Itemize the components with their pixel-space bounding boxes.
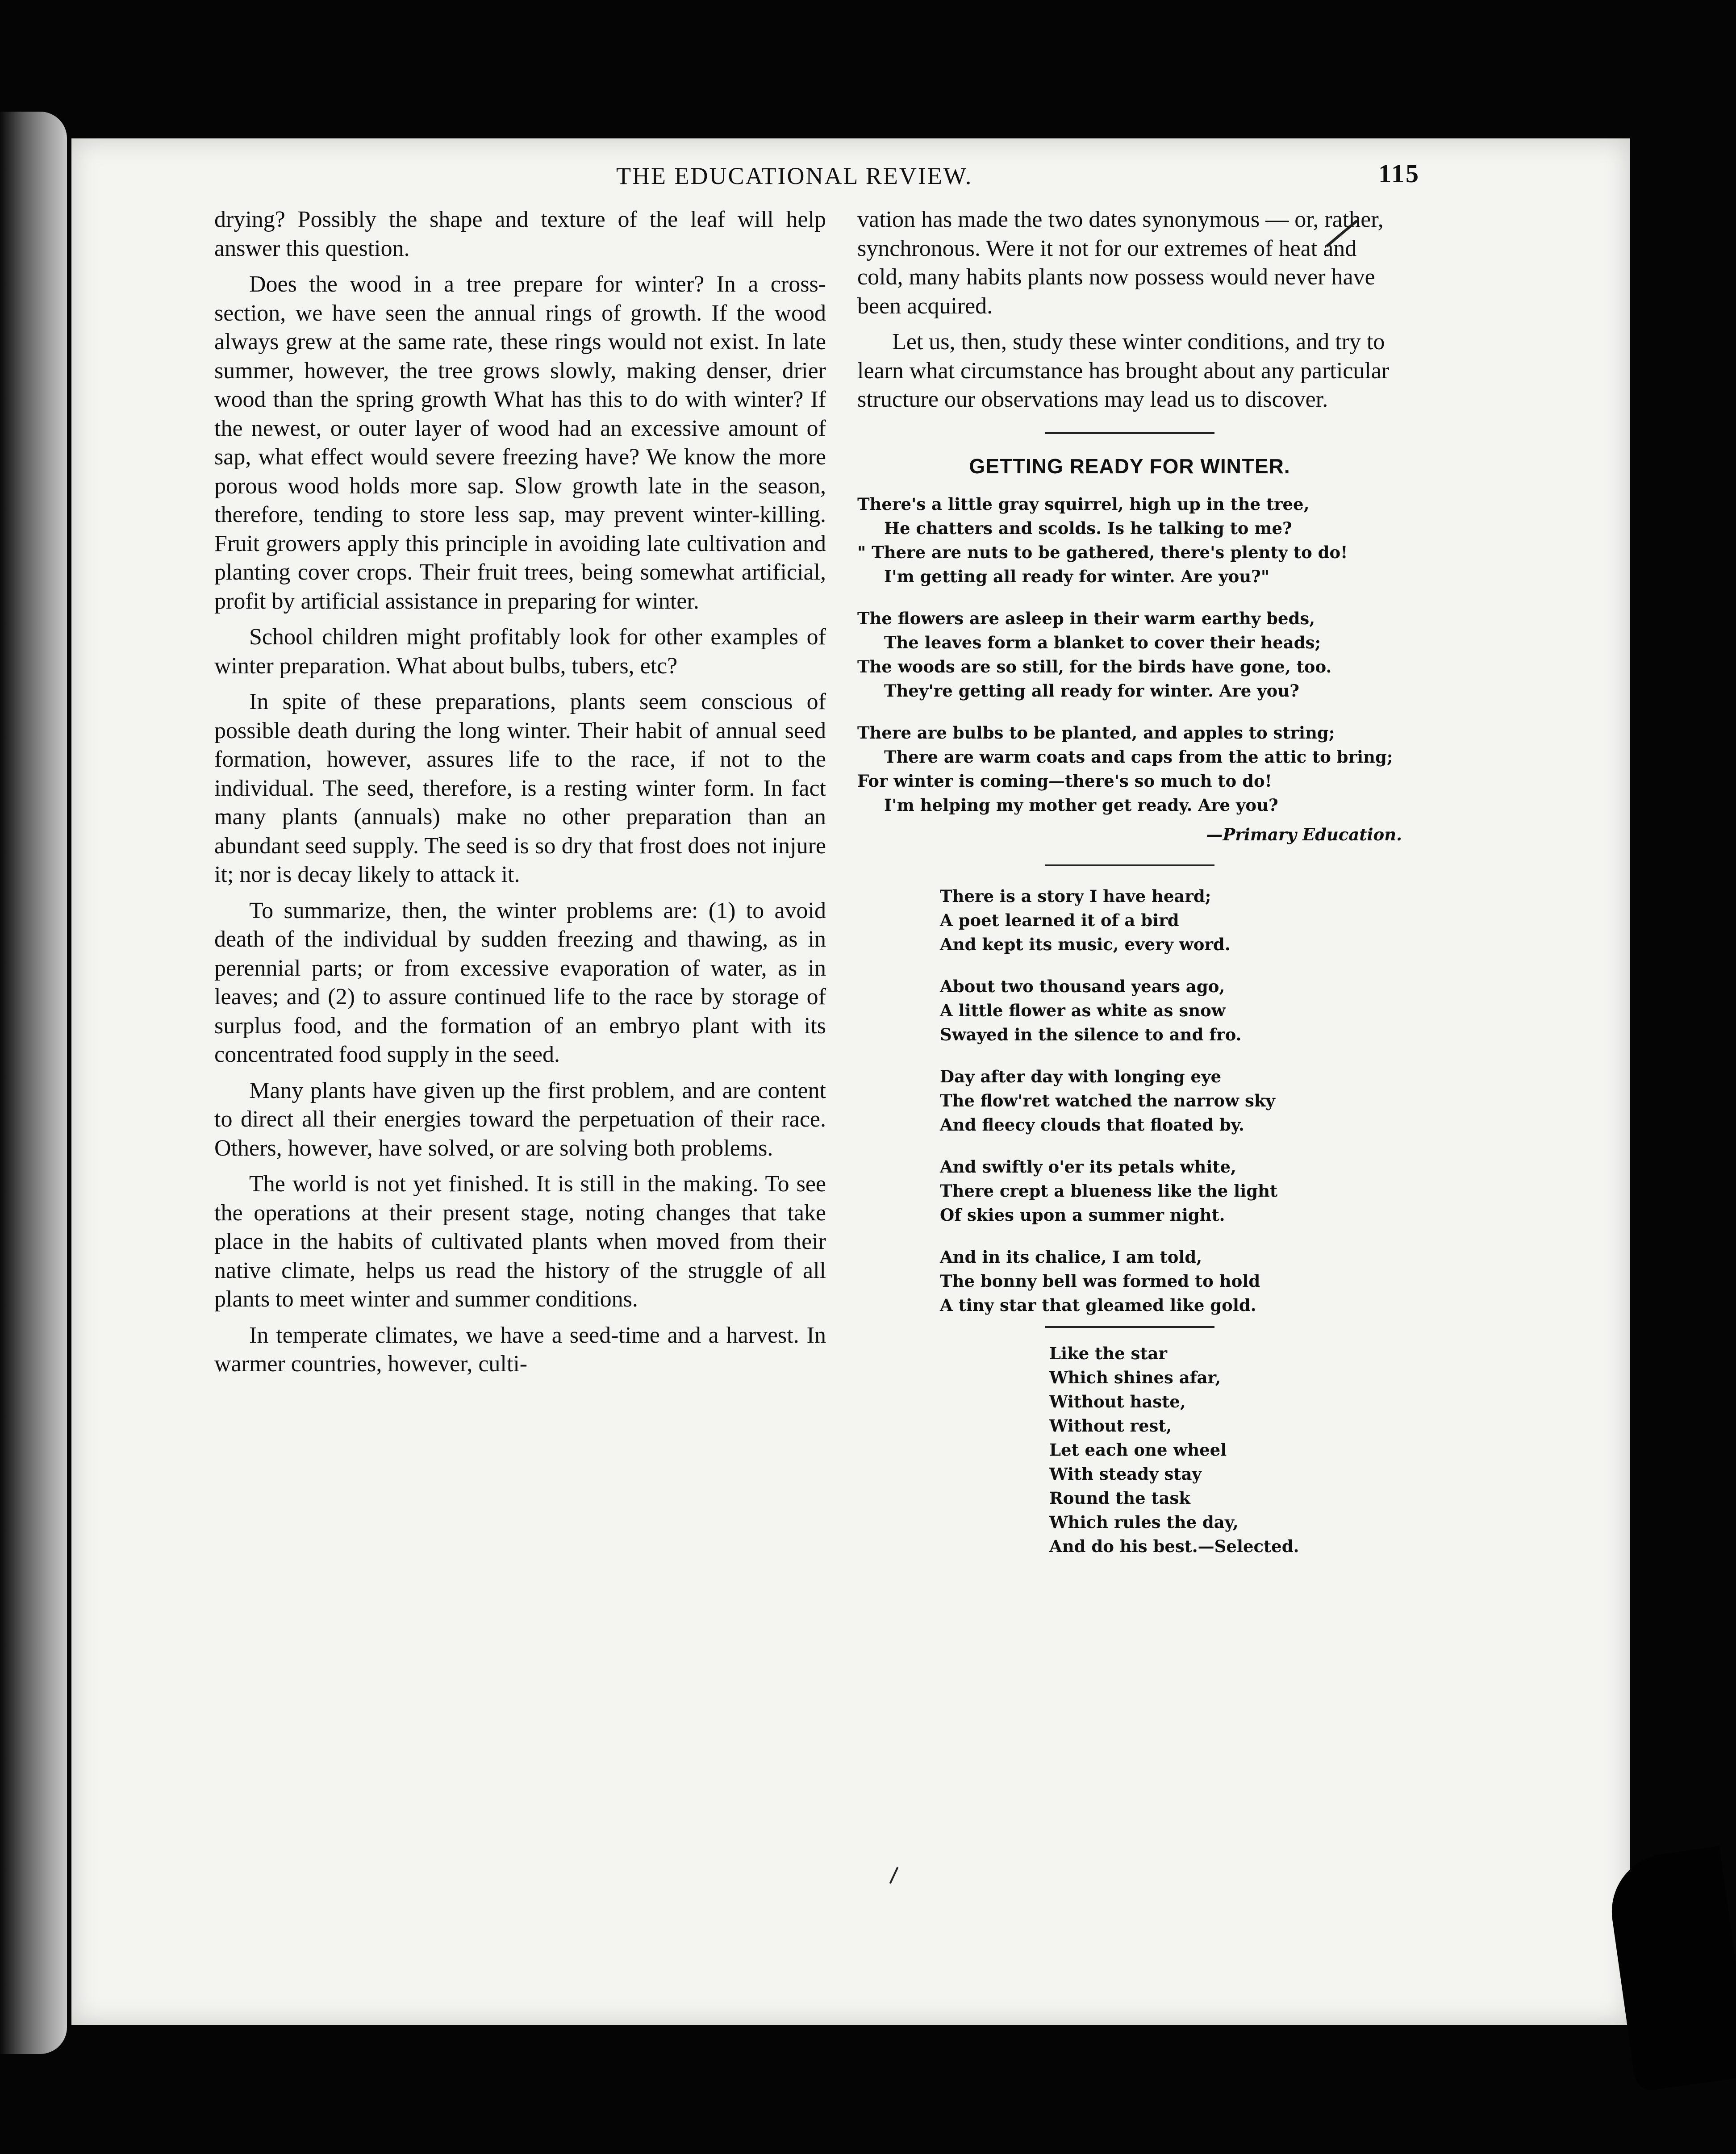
poem-line: About two thousand years ago, xyxy=(940,977,1225,996)
poem-line: He chatters and scolds. Is he talking to me? xyxy=(884,518,1292,538)
paragraph: To summarize, then, the winter problems are: (1) to avoid death of the individual by sudden freezing and thawing, as in perennial parts; or from excessive evaporation of water, as in leaves; and (2) to assure continued life to the race by storage of surplus food, and the formation of an embryo plant with its concentrated food supply in the seed. xyxy=(214,898,826,1067)
poem-line: There are warm coats and caps from the attic to bring; xyxy=(884,747,1393,767)
paragraph: vation has made the two dates synonymous — or, rather, synchronous. Were it not for our extremes of heat and cold, many habits plants now possess would never have been acquired. xyxy=(857,207,1384,319)
paragraph: Many plants have given up the first problem, and are content to direct all their energies toward the perpetuation of their race. Others, however, have solved, or are solving both problems. xyxy=(214,1077,826,1161)
stanza xyxy=(857,721,1402,817)
paragraph: drying? Possibly the shape and texture of the leaf will help answer this question. xyxy=(214,207,826,261)
poem-line: And swiftly o'er its petals white, xyxy=(940,1157,1236,1177)
right-column xyxy=(857,205,1402,1558)
stanza xyxy=(857,606,1402,703)
section-divider xyxy=(1045,864,1214,866)
poem-line: Which shines afar, xyxy=(1049,1368,1221,1387)
poem-line: Let each one wheel xyxy=(1049,1440,1227,1460)
section-divider xyxy=(1045,1326,1214,1328)
poem-attribution: —Primary Education. xyxy=(1206,825,1402,844)
book-binding xyxy=(0,112,67,2054)
poem-line: Of skies upon a summer night. xyxy=(940,1205,1225,1225)
page-number: 115 xyxy=(1378,159,1420,188)
poem-line: With steady stay xyxy=(1049,1464,1202,1484)
poem-line: There crept a blueness like the light xyxy=(940,1181,1278,1201)
poem-line: The leaves form a blanket to cover their heads; xyxy=(884,633,1321,652)
poem-getting-ready xyxy=(857,492,1402,847)
poem-line: Without rest, xyxy=(1049,1416,1172,1436)
poem-line: Swayed in the silence to and fro. xyxy=(940,1025,1242,1044)
poem-line: And do his best.—Selected. xyxy=(1049,1536,1299,1556)
stanza xyxy=(940,1245,1402,1317)
stanza xyxy=(940,1155,1402,1227)
poem-like-the-star xyxy=(1049,1341,1402,1558)
poem-line: I'm getting all ready for winter. Are you?" xyxy=(884,567,1270,586)
paragraph: In temperate climates, we have a seed-time and a harvest. In warmer countries, however, culti- xyxy=(214,1322,826,1377)
poem-flower-story xyxy=(940,884,1402,1317)
page-header xyxy=(196,154,1420,199)
poem-line: They're getting all ready for winter. Are you? xyxy=(884,681,1299,701)
poem-line: The bonny bell was formed to hold xyxy=(940,1271,1260,1291)
poem-line: Like the star xyxy=(1049,1344,1167,1363)
paragraph: In spite of these preparations, plants seem conscious of possible death during the long winter. Their habit of annual seed formation, however, assures life to the race, if not to the individual. The seed, therefore, is a resting winter form. In fact many plants (annuals) make no other preparation than an abundant seed supply. The seed is so dry that frost does not injure it; nor is decay likely to attack it. xyxy=(214,689,826,887)
poem-line: Which rules the day, xyxy=(1049,1512,1239,1532)
poem-line: A little flower as white as snow xyxy=(940,1001,1226,1020)
poem-line: Without haste, xyxy=(1049,1392,1186,1411)
poem-line: And in its chalice, I am told, xyxy=(940,1247,1202,1267)
running-title: THE EDUCATIONAL REVIEW. xyxy=(616,163,973,189)
paragraph: The world is not yet finished. It is still in the making. To see the operations at their present stage, noting changes that take place in the habits of cultivated plants when moved from their native climate, helps us read the history of the struggle of all plants to meet winter and summer conditions. xyxy=(214,1171,826,1312)
poem-line: Day after day with longing eye xyxy=(940,1067,1222,1086)
poem-line: And kept its music, every word. xyxy=(940,935,1231,954)
poem-line: The flowers are asleep in their warm earthy beds, xyxy=(857,609,1315,628)
poem-line: Round the task xyxy=(1049,1488,1190,1508)
paragraph: School children might profitably look for other examples of winter preparation. What about bulbs, tubers, etc? xyxy=(214,624,826,679)
paragraph: Let us, then, study these winter conditions, and try to learn what circumstance has brought about any particular structure our observations may lead us to discover. xyxy=(857,329,1390,412)
poem-line: I'm helping my mother get ready. Are you? xyxy=(884,795,1278,815)
left-column xyxy=(214,205,826,1386)
poem-line: There's a little gray squirrel, high up in the tree, xyxy=(857,494,1310,514)
paragraph: Does the wood in a tree prepare for winter? In a cross-section, we have seen the annual rings of growth. If the wood always grew at the same rate, these rings would not exist. In late summer, however, the tree grows slowly, making denser, drier wood than the spring growth What has this to do with winter? If the newest, or outer layer of wood had an excessive amount of sap, what effect would severe freezing have? We know the more porous wood holds more sap. Slow growth late in the season, therefore, tending to store less sap, may prevent winter-killing. Fruit growers apply this principle in avoiding late cultivation and planting cover crops. Their fruit trees, being somewhat artificial, profit by artificial assistance in preparing for winter. xyxy=(214,271,826,614)
poem-line: A tiny star that gleamed like gold. xyxy=(940,1295,1256,1315)
stanza xyxy=(940,974,1402,1047)
finger-shadow xyxy=(1604,1846,1736,2092)
poem-line: The woods are so still, for the birds have gone, too. xyxy=(857,657,1332,676)
poem-line: " There are nuts to be gathered, there's plenty to do! xyxy=(857,543,1348,562)
section-divider xyxy=(1045,432,1214,434)
stanza xyxy=(940,1064,1402,1137)
poem-line: A poet learned it of a bird xyxy=(940,910,1179,930)
poem-line: There is a story I have heard; xyxy=(940,886,1211,906)
poem-title: GETTING READY FOR WINTER. xyxy=(969,454,1290,478)
poem-line: The flow'ret watched the narrow sky xyxy=(940,1091,1275,1110)
stanza xyxy=(857,492,1402,589)
stanza xyxy=(940,884,1402,956)
poem-line: There are bulbs to be planted, and apples to string; xyxy=(857,723,1335,743)
poem-line: And fleecy clouds that floated by. xyxy=(940,1115,1244,1135)
poem-line: For winter is coming—there's so much to do! xyxy=(857,771,1272,791)
